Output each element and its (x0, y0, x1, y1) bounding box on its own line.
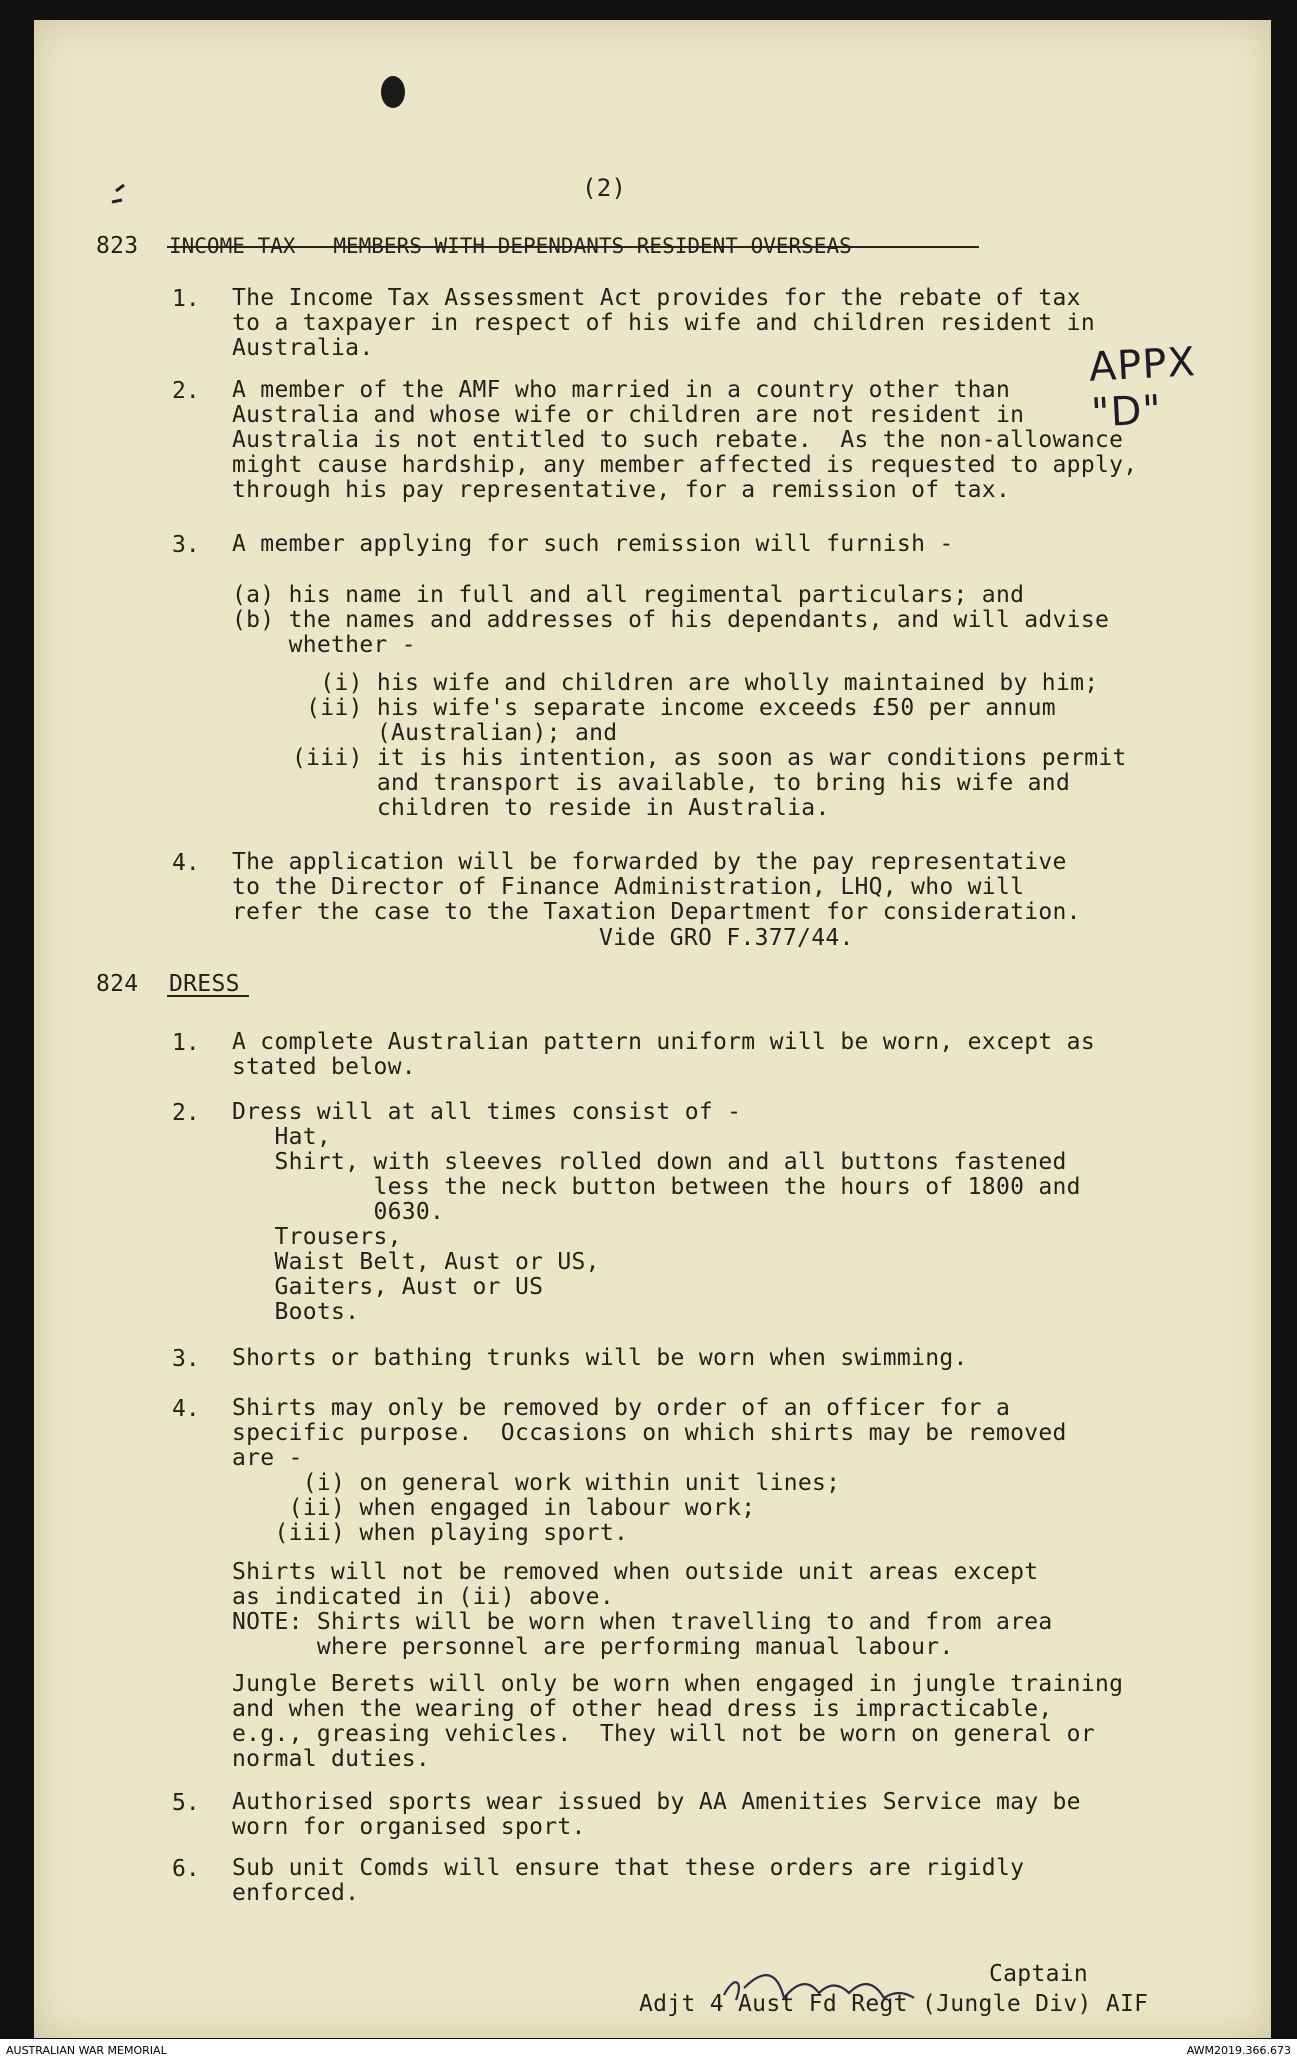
ink-blot (381, 76, 405, 108)
paragraph: A member applying for such remission will furnish - (232, 531, 954, 557)
para-number: 1. (172, 286, 200, 312)
para-number: 5. (172, 1790, 200, 1816)
footer-accession: AWM2019.366.673 (1186, 2044, 1291, 2057)
handwritten-appendix-note: APPX "D" (1087, 339, 1197, 437)
section-824-number: 824 (96, 971, 139, 997)
para-number: 3. (172, 1346, 200, 1372)
para-number: 2. (172, 378, 200, 404)
paragraph: Shirts may only be removed by order of an officer for a specific purpose. Occasions on which shirts may be removed are - (i) on general work within unit lines; (ii) when engaged in labour work; (iii) when playing sport. (232, 1395, 1067, 1546)
para-number: 1. (172, 1030, 200, 1056)
footer-institution: AUSTRALIAN WAR MEMORIAL (6, 2044, 167, 2057)
reference: Vide GRO F.377/44. (599, 925, 854, 951)
sub-list: (a) his name in full and all regimental particulars; and (b) the names and addresses of his dependants, and will advise whether - (232, 582, 1110, 658)
page-number: (2) (582, 174, 627, 202)
paragraph: A member of the AMF who married in a country other than Australia and whose wife or children are not resident in Australia is not entitled to such rebate. As the non-allowance might cause hardship, any member affected is requested to apply, through his pay representative, for a remission of tax. (232, 377, 1138, 503)
roman-sub-list: (i) his wife and children are wholly maintained by him; (ii) his wife's separate income exceeds £50 per annum (Australian); and (iii) it is his intention, as soon as war conditions permit and transport is available, to bring his wife and children to reside in Australia. (292, 670, 1127, 821)
section-824-heading: DRESS (169, 971, 240, 997)
signature-appointment: Adjt 4 Aust Fd Regt (Jungle Div) AIF (639, 1991, 1149, 2017)
document-page (34, 20, 1271, 2038)
para-number: 4. (172, 850, 200, 876)
paragraph: Authorised sports wear issued by AA Amenities Service may be worn for organised sport. (232, 1789, 1081, 1840)
margin-mark (112, 185, 124, 202)
archive-footer (0, 2039, 1297, 2061)
paragraph: Sub unit Comds will ensure that these orders are rigidly enforced. (232, 1855, 1025, 1906)
section-823-heading: INCOME TAX - MEMBERS WITH DEPENDANTS RESIDENT OVERSEAS (169, 234, 852, 258)
para-number: 3. (172, 532, 200, 558)
paragraph: Jungle Berets will only be worn when engaged in jungle training and when the wearing of other head dress is impracticable, e.g., greasing vehicles. They will not be worn on general or normal duties. (232, 1671, 1124, 1772)
dress-list: Dress will at all times consist of - Hat, Shirt, with sleeves rolled down and all buttons fastened less the neck button between the hours of 1800 and 0630. Trousers, Waist Belt, Aust or US, Gaiters, Aust or US Boots. (232, 1099, 1081, 1325)
paragraph: The Income Tax Assessment Act provides for the rebate of tax to a taxpayer in respect of his wife and children resident in Australia. (232, 285, 1095, 361)
para-number: 2. (172, 1100, 200, 1126)
paragraph: Shorts or bathing trunks will be worn when swimming. (232, 1345, 968, 1371)
paragraph: A complete Australian pattern uniform will be worn, except as stated below. (232, 1029, 1095, 1080)
para-number: 6. (172, 1856, 200, 1882)
paragraph: Shirts will not be removed when outside unit areas except as indicated in (ii) above. NOTE: Shirts will be worn when travelling to and from area where personnel are performing manual labour. (232, 1559, 1053, 1660)
paragraph: The application will be forwarded by the pay representative to the Director of Finance Administration, LHQ, who will refer the case to the Taxation Department for consideration. (232, 849, 1081, 925)
signature-rank: Captain (989, 1961, 1089, 1987)
section-823-number: 823 (96, 233, 139, 259)
para-number: 4. (172, 1396, 200, 1422)
